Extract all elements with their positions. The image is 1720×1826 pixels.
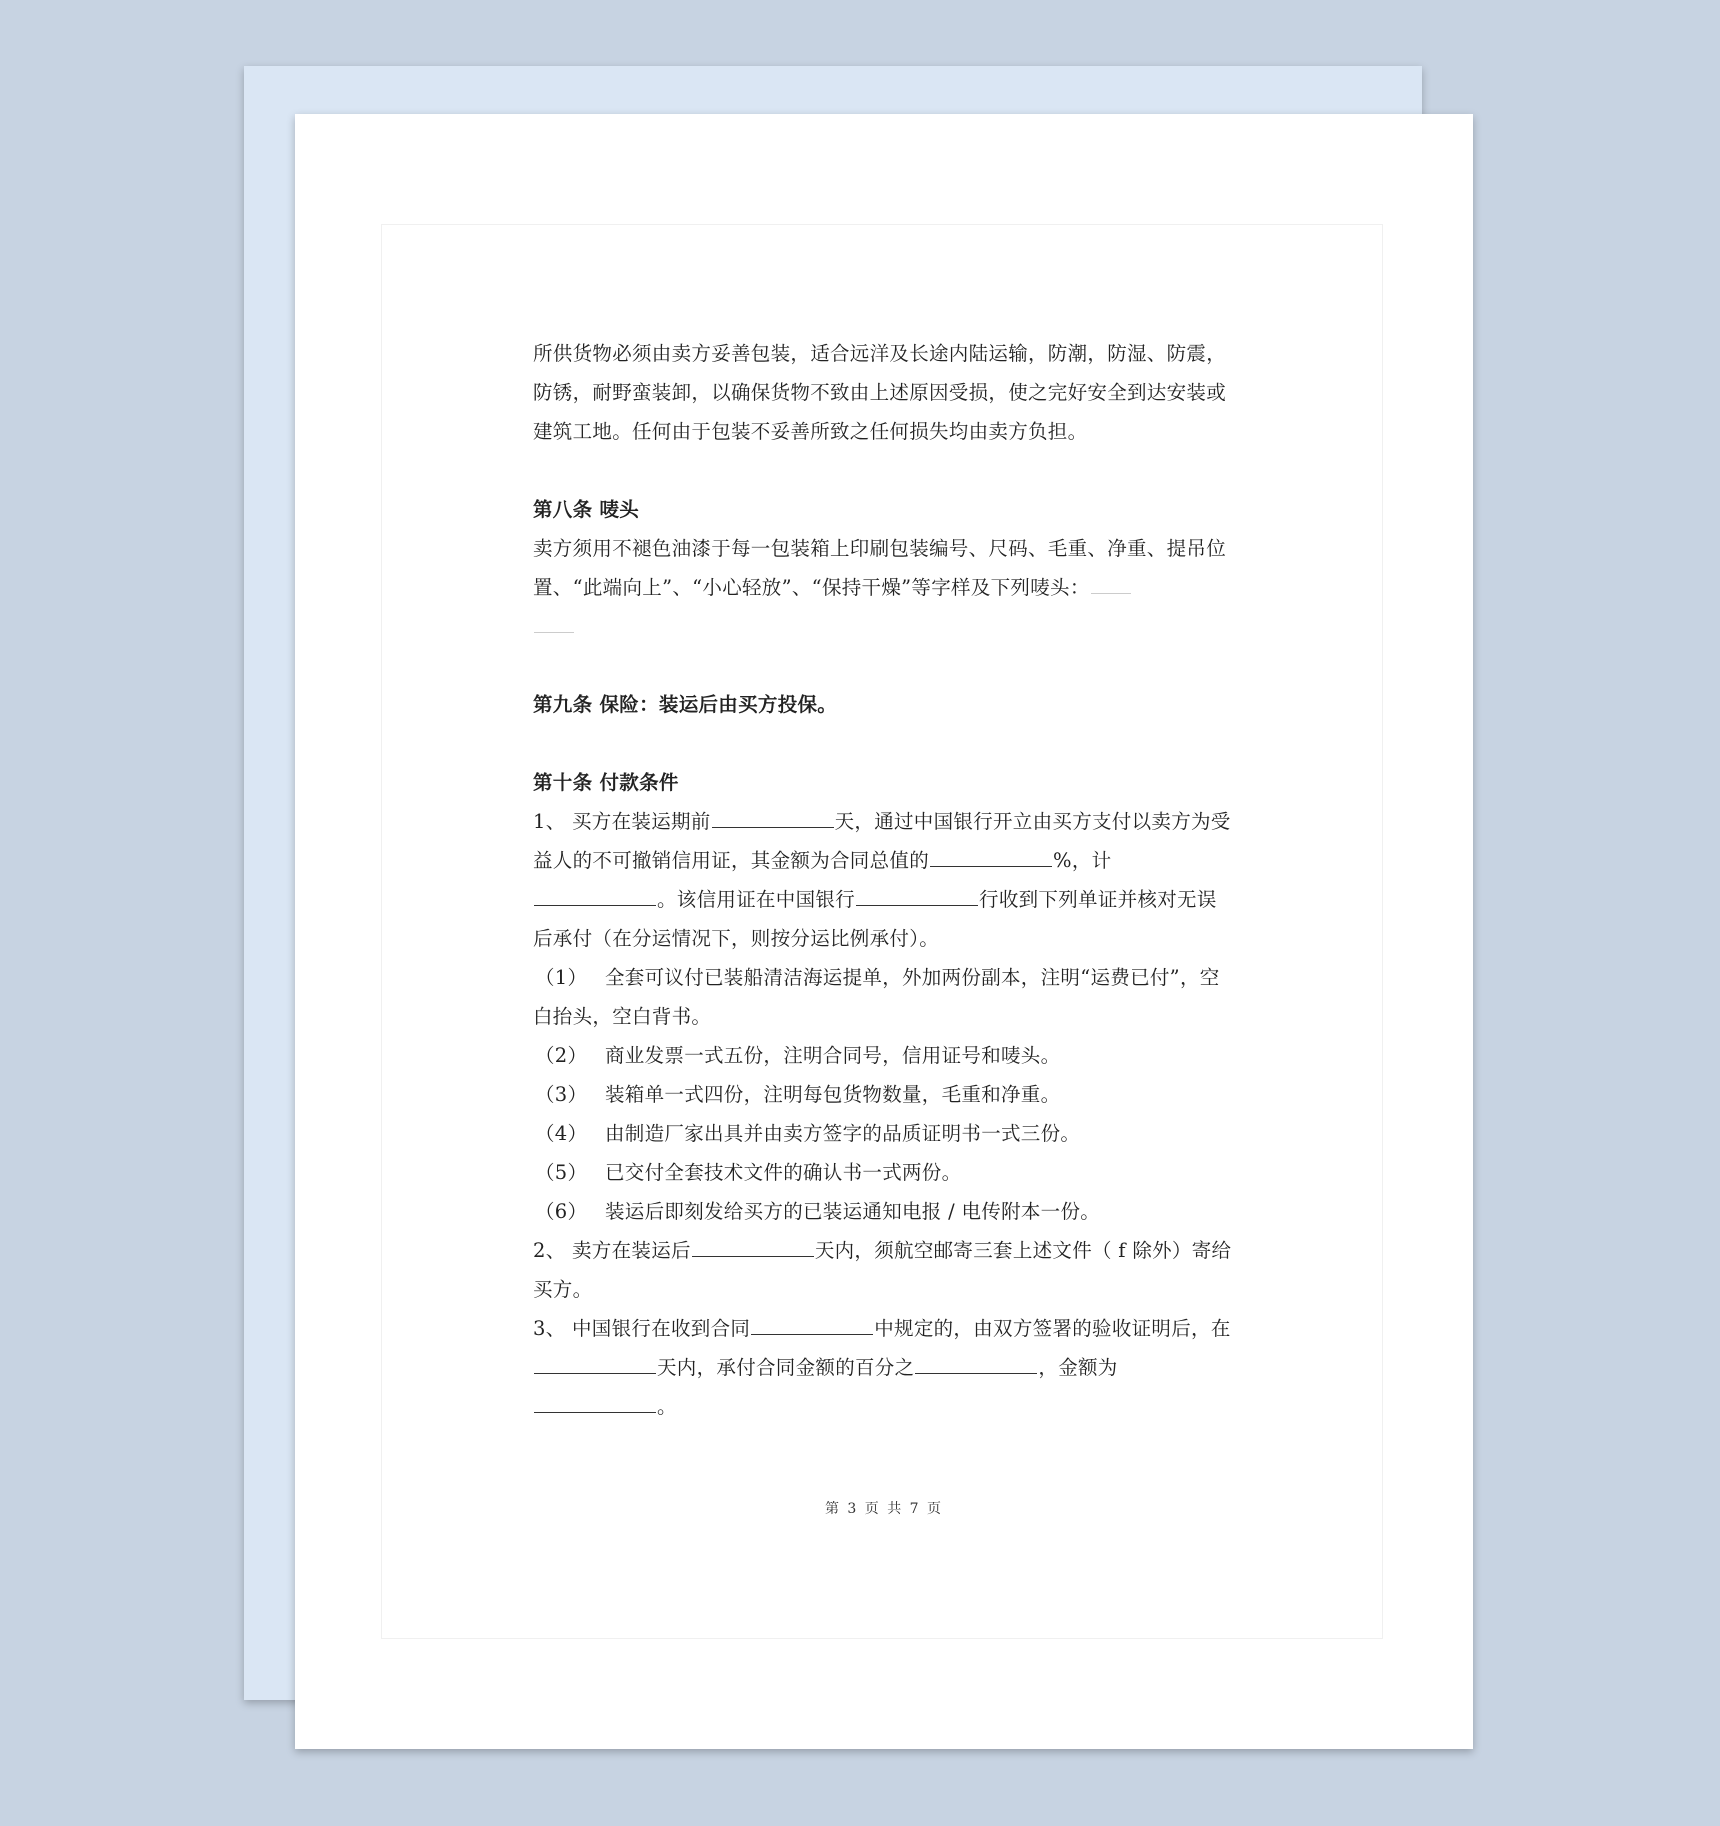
shipping-mark-blank-cont [534,631,574,633]
article-10-title: 第十条 付款条件 [533,771,679,794]
document-item-6: （6） 装运后即刻发给买方的已装运通知电报 / 电传附本一份。 [535,1200,1101,1223]
article-9-title: 第九条 保险：装运后由买方投保。 [533,693,838,716]
days-blank [534,1372,656,1374]
percent-blank [930,865,1052,867]
shipping-mark-blank [1091,592,1131,594]
payment-clause-2: 2、 卖方在装运后 天内，须航空邮寄三套上述文件（ f 除外）寄给买方。 [533,1239,1232,1301]
final-amount-blank [534,1411,656,1413]
document-item-4: （4） 由制造厂家出具并由卖方签字的品质证明书一式三份。 [535,1122,1081,1145]
payment-clause-3: 3、 中国银行在收到合同 中规定的，由双方签署的验收证明后，在天内，承付合同金额的百分之 ，金额为 。 [533,1317,1231,1418]
document-item-5: （5） 已交付全套技术文件的确认书一式两份。 [535,1161,962,1184]
page-footer: 第 3 页 共 7 页 [824,1501,944,1517]
contract-blank [751,1333,873,1335]
payment-clause-1: 1、 买方在装运期前 天，通过中国银行开立由买方支付以卖方为受益人的不可撤销信用证，其金额为合同总值的 %，计 。该信用证在中国银行 行收到下列单证并核对无误后承付（在分运情况下，则按分运比例承付）。 [533,810,1231,950]
percentage-blank [915,1372,1037,1374]
document-item-3: （3） 装箱单一式四份，注明每包货物数量，毛重和净重。 [535,1083,1061,1106]
days-before-shipment-blank [712,826,834,828]
document-item-2: （2） 商业发票一式五份，注明合同号，信用证号和唛头。 [535,1044,1061,1067]
document-item-1: （1） 全套可议付已装船清洁海运提单，外加两份副本，注明“运费已付”，空白抬头，空白背书。 [533,966,1220,1028]
article-8-title: 第八条 唛头 [533,498,640,521]
article-8-paragraph: 卖方须用不褪色油漆于每一包装箱上印刷包装编号、尺码、毛重、净重、提吊位置、“此端向上”、“小心轻放”、“保持干燥”等字样及下列唛头： [533,529,1233,646]
amount-blank [534,904,656,906]
page-content [533,334,1233,1426]
days-after-shipment-blank [692,1255,814,1257]
document-page [295,114,1473,1749]
bank-branch-blank [856,904,978,906]
packing-paragraph: 所供货物必须由卖方妥善包装，适合远洋及长途内陆运输，防潮，防湿、防震，防锈，耐野蛮装卸，以确保货物不致由上述原因受损，使之完好安全到达安装或建筑工地。任何由于包装不妥善所致之任何损失均由卖方负担。 [533,342,1227,443]
